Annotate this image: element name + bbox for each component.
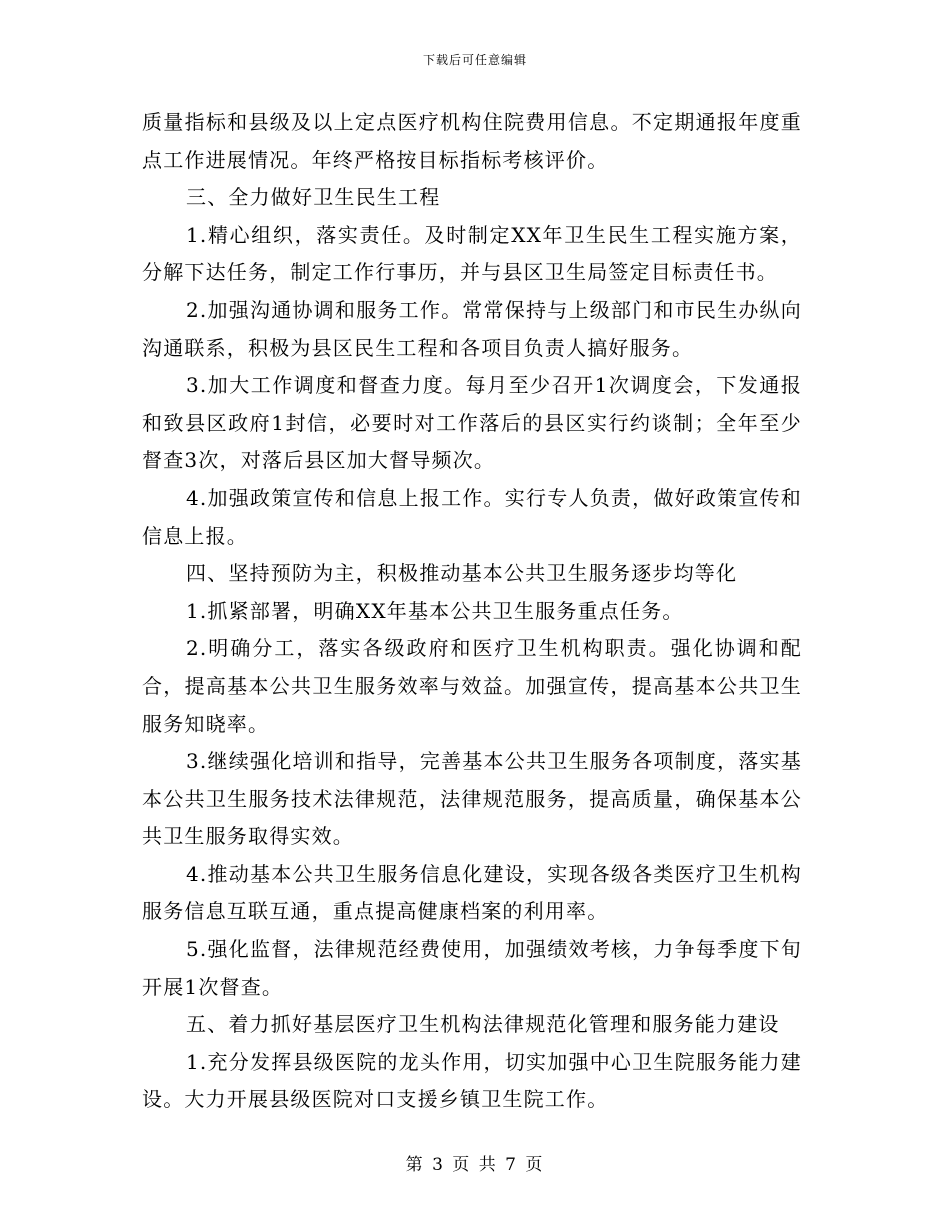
section-heading-5: 五、着力抓好基层医疗卫生机构法律规范化管理和服务能力建设 xyxy=(186,1012,780,1037)
paragraph: 4.加强政策宣传和信息上报工作。实行专人负责，做好政策宣传和信息上报。 xyxy=(142,485,802,548)
paragraph: 3.继续强化培训和指导，完善基本公共卫生服务各项制度，落实基本公共卫生服务技术法律规范，法律规范服务，提高质量，确保基本公共卫生服务取得实效。 xyxy=(142,749,802,849)
page-number: 第 3 页 共 7 页 xyxy=(405,1155,545,1175)
paragraph: 3.加大工作调度和督查力度。每月至少召开1次调度会，下发通报和致县区政府1封信，必要时对工作落后的县区实行约谈制；全年至少督查3次，对落后县区加大督导频次。 xyxy=(142,373,802,473)
paragraph: 1.抓紧部署，明确XX年基本公共卫生服务重点任务。 xyxy=(186,598,684,623)
paragraph: 4.推动基本公共卫生服务信息化建设，实现各级各类医疗卫生机构服务信息互联互通，重点提高健康档案的利用率。 xyxy=(142,861,802,924)
paragraph: 1.精心组织，落实责任。及时制定XX年卫生民生工程实施方案，分解下达任务，制定工作行事历，并与县区卫生局签定目标责任书。 xyxy=(142,222,802,285)
section-heading-4: 四、坚持预防为主，积极推动基本公共卫生服务逐步均等化 xyxy=(186,561,738,586)
paragraph: 5.强化监督，法律规范经费使用，加强绩效考核，力争每季度下旬开展1次督查。 xyxy=(142,937,802,999)
paragraph: 2.加强沟通协调和服务工作。常常保持与上级部门和市民生办纵向沟通联系，积极为县区民生工程和各项目负责人搞好服务。 xyxy=(142,297,802,360)
paragraph: 1.充分发挥县级医院的龙头作用，切实加强中心卫生院服务能力建设。大力开展县级医院对口支援乡镇卫生院工作。 xyxy=(142,1049,802,1112)
page-header: 下载后可任意编辑 xyxy=(422,53,527,67)
section-heading-3: 三、全力做好卫生民生工程 xyxy=(186,185,441,210)
document-body xyxy=(142,104,802,1119)
paragraph-continuation: 质量指标和县级及以上定点医疗机构住院费用信息。不定期通报年度重点工作进展情况。年终严格按目标指标考核评价。 xyxy=(142,110,802,172)
paragraph: 2.明确分工，落实各级政府和医疗卫生机构职责。强化协调和配合，提高基本公共卫生服务效率与效益。加强宣传，提高基本公共卫生服务知晓率。 xyxy=(142,636,802,736)
